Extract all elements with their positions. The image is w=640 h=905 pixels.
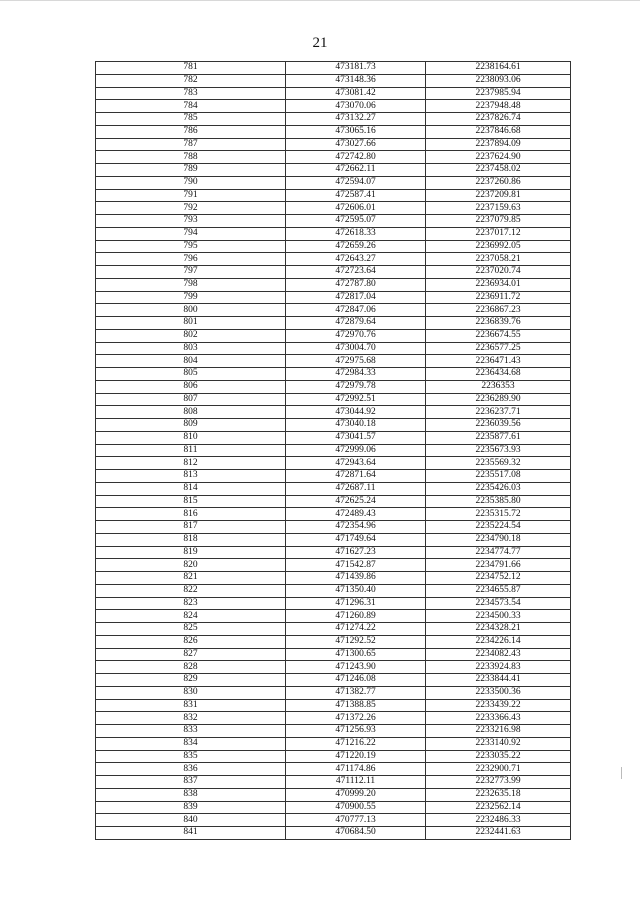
y-coordinate-cell: 2233924.83	[426, 661, 571, 674]
table-row	[96, 266, 571, 279]
point-number-cell: 809	[96, 419, 286, 432]
table-row	[96, 661, 571, 674]
table-row	[96, 176, 571, 189]
point-number-cell: 829	[96, 674, 286, 687]
point-number-cell: 792	[96, 202, 286, 215]
table-row	[96, 635, 571, 648]
x-coordinate-cell: 472979.78	[286, 380, 426, 393]
table-row	[96, 776, 571, 789]
point-number-cell: 783	[96, 87, 286, 100]
point-number-cell: 819	[96, 546, 286, 559]
y-coordinate-cell: 2232635.18	[426, 788, 571, 801]
table-row	[96, 495, 571, 508]
y-coordinate-cell: 2234752.12	[426, 572, 571, 585]
point-number-cell: 815	[96, 495, 286, 508]
x-coordinate-cell: 472587.41	[286, 189, 426, 202]
table-row	[96, 419, 571, 432]
y-coordinate-cell: 2236237.71	[426, 406, 571, 419]
table-row	[96, 674, 571, 687]
y-coordinate-cell: 2233140.92	[426, 737, 571, 750]
x-coordinate-cell: 472871.64	[286, 470, 426, 483]
x-coordinate-cell: 472999.06	[286, 444, 426, 457]
point-number-cell: 822	[96, 584, 286, 597]
x-coordinate-cell: 471296.31	[286, 597, 426, 610]
point-number-cell: 795	[96, 240, 286, 253]
point-number-cell: 786	[96, 125, 286, 138]
table-row	[96, 508, 571, 521]
x-coordinate-cell: 471220.19	[286, 750, 426, 763]
y-coordinate-cell: 2235673.93	[426, 444, 571, 457]
y-coordinate-cell: 2232773.99	[426, 776, 571, 789]
point-number-cell: 834	[96, 737, 286, 750]
point-number-cell: 837	[96, 776, 286, 789]
y-coordinate-cell: 2237020.74	[426, 266, 571, 279]
x-coordinate-cell: 471439.86	[286, 572, 426, 585]
x-coordinate-cell: 472847.06	[286, 304, 426, 317]
table-row	[96, 457, 571, 470]
y-coordinate-cell: 2234774.77	[426, 546, 571, 559]
table-row	[96, 788, 571, 801]
table-row	[96, 240, 571, 253]
page-number: 21	[312, 35, 328, 51]
x-coordinate-cell: 472618.33	[286, 227, 426, 240]
table-row	[96, 291, 571, 304]
x-coordinate-cell: 473132.27	[286, 113, 426, 126]
table-row	[96, 329, 571, 342]
point-number-cell: 823	[96, 597, 286, 610]
point-number-cell: 798	[96, 278, 286, 291]
table-row	[96, 227, 571, 240]
y-coordinate-cell: 2236471.43	[426, 355, 571, 368]
table-row	[96, 559, 571, 572]
point-number-cell: 839	[96, 801, 286, 814]
point-number-cell: 808	[96, 406, 286, 419]
table-row	[96, 444, 571, 457]
x-coordinate-cell: 472992.51	[286, 393, 426, 406]
y-coordinate-cell: 2237985.94	[426, 87, 571, 100]
y-coordinate-cell: 2238093.06	[426, 74, 571, 87]
table-row	[96, 699, 571, 712]
y-coordinate-cell: 2236992.05	[426, 240, 571, 253]
x-coordinate-cell: 470999.20	[286, 788, 426, 801]
x-coordinate-cell: 472943.64	[286, 457, 426, 470]
point-number-cell: 797	[96, 266, 286, 279]
point-number-cell: 832	[96, 712, 286, 725]
x-coordinate-cell: 471542.87	[286, 559, 426, 572]
x-coordinate-cell: 471627.23	[286, 546, 426, 559]
y-coordinate-cell: 2236867.23	[426, 304, 571, 317]
table-row	[96, 215, 571, 228]
y-coordinate-cell: 2236353	[426, 380, 571, 393]
x-coordinate-cell: 470900.55	[286, 801, 426, 814]
y-coordinate-cell: 2233844.41	[426, 674, 571, 687]
point-number-cell: 836	[96, 763, 286, 776]
x-coordinate-cell: 472625.24	[286, 495, 426, 508]
x-coordinate-cell: 473040.18	[286, 419, 426, 432]
point-number-cell: 796	[96, 253, 286, 266]
table-row	[96, 533, 571, 546]
y-coordinate-cell: 2235877.61	[426, 431, 571, 444]
x-coordinate-cell: 473148.36	[286, 74, 426, 87]
point-number-cell: 826	[96, 635, 286, 648]
point-number-cell: 789	[96, 164, 286, 177]
y-coordinate-cell: 2234500.33	[426, 610, 571, 623]
point-number-cell: 806	[96, 380, 286, 393]
table-row	[96, 74, 571, 87]
x-coordinate-cell: 471112.11	[286, 776, 426, 789]
table-row	[96, 125, 571, 138]
point-number-cell: 805	[96, 368, 286, 381]
point-number-cell: 800	[96, 304, 286, 317]
x-coordinate-cell: 472606.01	[286, 202, 426, 215]
x-coordinate-cell: 472723.64	[286, 266, 426, 279]
point-number-cell: 804	[96, 355, 286, 368]
coordinates-table	[95, 61, 571, 840]
page-top-rule	[0, 0, 640, 1]
table-row	[96, 342, 571, 355]
x-coordinate-cell: 472817.04	[286, 291, 426, 304]
point-number-cell: 781	[96, 62, 286, 75]
y-coordinate-cell: 2235385.80	[426, 495, 571, 508]
point-number-cell: 816	[96, 508, 286, 521]
point-number-cell: 820	[96, 559, 286, 572]
point-number-cell: 811	[96, 444, 286, 457]
table-row	[96, 597, 571, 610]
y-coordinate-cell: 2234573.54	[426, 597, 571, 610]
y-coordinate-cell: 2235569.32	[426, 457, 571, 470]
x-coordinate-cell: 472659.26	[286, 240, 426, 253]
point-number-cell: 828	[96, 661, 286, 674]
x-coordinate-cell: 472742.80	[286, 151, 426, 164]
x-coordinate-cell: 472643.27	[286, 253, 426, 266]
point-number-cell: 794	[96, 227, 286, 240]
y-coordinate-cell: 2234328.21	[426, 623, 571, 636]
x-coordinate-cell: 473041.57	[286, 431, 426, 444]
y-coordinate-cell: 2237948.48	[426, 100, 571, 113]
y-coordinate-cell: 2234082.43	[426, 648, 571, 661]
x-coordinate-cell: 472879.64	[286, 317, 426, 330]
table-row	[96, 750, 571, 763]
table-row	[96, 151, 571, 164]
y-coordinate-cell: 2232486.33	[426, 814, 571, 827]
y-coordinate-cell: 2238164.61	[426, 62, 571, 75]
point-number-cell: 825	[96, 623, 286, 636]
point-number-cell: 830	[96, 686, 286, 699]
x-coordinate-cell: 473081.42	[286, 87, 426, 100]
table-row	[96, 482, 571, 495]
point-number-cell: 827	[96, 648, 286, 661]
y-coordinate-cell: 2233366.43	[426, 712, 571, 725]
table-row	[96, 737, 571, 750]
y-coordinate-cell: 2233439.22	[426, 699, 571, 712]
x-coordinate-cell: 471274.22	[286, 623, 426, 636]
point-number-cell: 791	[96, 189, 286, 202]
y-coordinate-cell: 2234790.18	[426, 533, 571, 546]
point-number-cell: 835	[96, 750, 286, 763]
x-coordinate-cell: 471350.40	[286, 584, 426, 597]
point-number-cell: 841	[96, 827, 286, 840]
y-coordinate-cell: 2234655.87	[426, 584, 571, 597]
table-row	[96, 278, 571, 291]
y-coordinate-cell: 2233216.98	[426, 725, 571, 738]
x-coordinate-cell: 473004.70	[286, 342, 426, 355]
y-coordinate-cell: 2235517.08	[426, 470, 571, 483]
x-coordinate-cell: 472662.11	[286, 164, 426, 177]
y-coordinate-cell: 2235426.03	[426, 482, 571, 495]
point-number-cell: 803	[96, 342, 286, 355]
x-coordinate-cell: 473181.73	[286, 62, 426, 75]
x-coordinate-cell: 471260.89	[286, 610, 426, 623]
table-row	[96, 814, 571, 827]
y-coordinate-cell: 2237058.21	[426, 253, 571, 266]
y-coordinate-cell: 2236039.56	[426, 419, 571, 432]
point-number-cell: 814	[96, 482, 286, 495]
table-row	[96, 686, 571, 699]
x-coordinate-cell: 473044.92	[286, 406, 426, 419]
point-number-cell: 788	[96, 151, 286, 164]
x-coordinate-cell: 471174.86	[286, 763, 426, 776]
table-row	[96, 138, 571, 151]
x-coordinate-cell: 473070.06	[286, 100, 426, 113]
x-coordinate-cell: 471256.93	[286, 725, 426, 738]
point-number-cell: 793	[96, 215, 286, 228]
y-coordinate-cell: 2237826.74	[426, 113, 571, 126]
point-number-cell: 818	[96, 533, 286, 546]
point-number-cell: 838	[96, 788, 286, 801]
y-coordinate-cell: 2232441.63	[426, 827, 571, 840]
table-row	[96, 368, 571, 381]
x-coordinate-cell: 471216.22	[286, 737, 426, 750]
point-number-cell: 799	[96, 291, 286, 304]
table-row	[96, 113, 571, 126]
y-coordinate-cell: 2236434.68	[426, 368, 571, 381]
y-coordinate-cell: 2237624.90	[426, 151, 571, 164]
y-coordinate-cell: 2237079.85	[426, 215, 571, 228]
y-coordinate-cell: 2233035.22	[426, 750, 571, 763]
x-coordinate-cell: 473027.66	[286, 138, 426, 151]
point-number-cell: 812	[96, 457, 286, 470]
point-number-cell: 782	[96, 74, 286, 87]
y-coordinate-cell: 2236839.76	[426, 317, 571, 330]
x-coordinate-cell: 471749.64	[286, 533, 426, 546]
table-row	[96, 725, 571, 738]
table-row	[96, 189, 571, 202]
y-coordinate-cell: 2237260.86	[426, 176, 571, 189]
table-row	[96, 521, 571, 534]
table-row	[96, 827, 571, 840]
x-coordinate-cell: 472970.76	[286, 329, 426, 342]
point-number-cell: 784	[96, 100, 286, 113]
y-coordinate-cell: 2232900.71	[426, 763, 571, 776]
point-number-cell: 790	[96, 176, 286, 189]
x-coordinate-cell: 471372.26	[286, 712, 426, 725]
y-coordinate-cell: 2233500.36	[426, 686, 571, 699]
x-coordinate-cell: 472975.68	[286, 355, 426, 368]
table-row	[96, 763, 571, 776]
point-number-cell: 831	[96, 699, 286, 712]
point-number-cell: 810	[96, 431, 286, 444]
x-coordinate-cell: 471388.85	[286, 699, 426, 712]
table-row	[96, 610, 571, 623]
y-coordinate-cell: 2237017.12	[426, 227, 571, 240]
point-number-cell: 802	[96, 329, 286, 342]
coordinates-table-body	[96, 62, 571, 840]
point-number-cell: 807	[96, 393, 286, 406]
y-coordinate-cell: 2236289.90	[426, 393, 571, 406]
point-number-cell: 840	[96, 814, 286, 827]
table-row	[96, 648, 571, 661]
point-number-cell: 824	[96, 610, 286, 623]
y-coordinate-cell: 2237458.02	[426, 164, 571, 177]
table-row	[96, 380, 571, 393]
table-row	[96, 584, 571, 597]
y-coordinate-cell: 2237846.68	[426, 125, 571, 138]
x-coordinate-cell: 471246.08	[286, 674, 426, 687]
x-coordinate-cell: 471300.65	[286, 648, 426, 661]
y-coordinate-cell: 2235224.54	[426, 521, 571, 534]
y-coordinate-cell: 2232562.14	[426, 801, 571, 814]
table-row	[96, 304, 571, 317]
point-number-cell: 821	[96, 572, 286, 585]
table-row	[96, 572, 571, 585]
table-row	[96, 393, 571, 406]
y-coordinate-cell: 2234226.14	[426, 635, 571, 648]
x-coordinate-cell: 471382.77	[286, 686, 426, 699]
point-number-cell: 817	[96, 521, 286, 534]
table-row	[96, 164, 571, 177]
x-coordinate-cell: 472787.80	[286, 278, 426, 291]
scan-edge-mark	[621, 767, 622, 779]
y-coordinate-cell: 2236911.72	[426, 291, 571, 304]
table-row	[96, 406, 571, 419]
x-coordinate-cell: 472687.11	[286, 482, 426, 495]
x-coordinate-cell: 472594.07	[286, 176, 426, 189]
table-row	[96, 253, 571, 266]
x-coordinate-cell: 470777.13	[286, 814, 426, 827]
table-row	[96, 623, 571, 636]
table-row	[96, 62, 571, 75]
table-row	[96, 317, 571, 330]
y-coordinate-cell: 2237209.81	[426, 189, 571, 202]
x-coordinate-cell: 472984.33	[286, 368, 426, 381]
table-row	[96, 355, 571, 368]
x-coordinate-cell: 472354.96	[286, 521, 426, 534]
table-row	[96, 801, 571, 814]
y-coordinate-cell: 2237159.63	[426, 202, 571, 215]
x-coordinate-cell: 472489.43	[286, 508, 426, 521]
table-row	[96, 202, 571, 215]
x-coordinate-cell: 473065.16	[286, 125, 426, 138]
table-row	[96, 100, 571, 113]
x-coordinate-cell: 471292.52	[286, 635, 426, 648]
y-coordinate-cell: 2237894.09	[426, 138, 571, 151]
y-coordinate-cell: 2236577.25	[426, 342, 571, 355]
table-row	[96, 546, 571, 559]
point-number-cell: 813	[96, 470, 286, 483]
point-number-cell: 833	[96, 725, 286, 738]
x-coordinate-cell: 472595.07	[286, 215, 426, 228]
x-coordinate-cell: 471243.90	[286, 661, 426, 674]
point-number-cell: 801	[96, 317, 286, 330]
y-coordinate-cell: 2234791.66	[426, 559, 571, 572]
table-row	[96, 87, 571, 100]
y-coordinate-cell: 2235315.72	[426, 508, 571, 521]
table-row	[96, 712, 571, 725]
point-number-cell: 785	[96, 113, 286, 126]
y-coordinate-cell: 2236674.55	[426, 329, 571, 342]
table-row	[96, 470, 571, 483]
table-row	[96, 431, 571, 444]
y-coordinate-cell: 2236934.01	[426, 278, 571, 291]
point-number-cell: 787	[96, 138, 286, 151]
x-coordinate-cell: 470684.50	[286, 827, 426, 840]
